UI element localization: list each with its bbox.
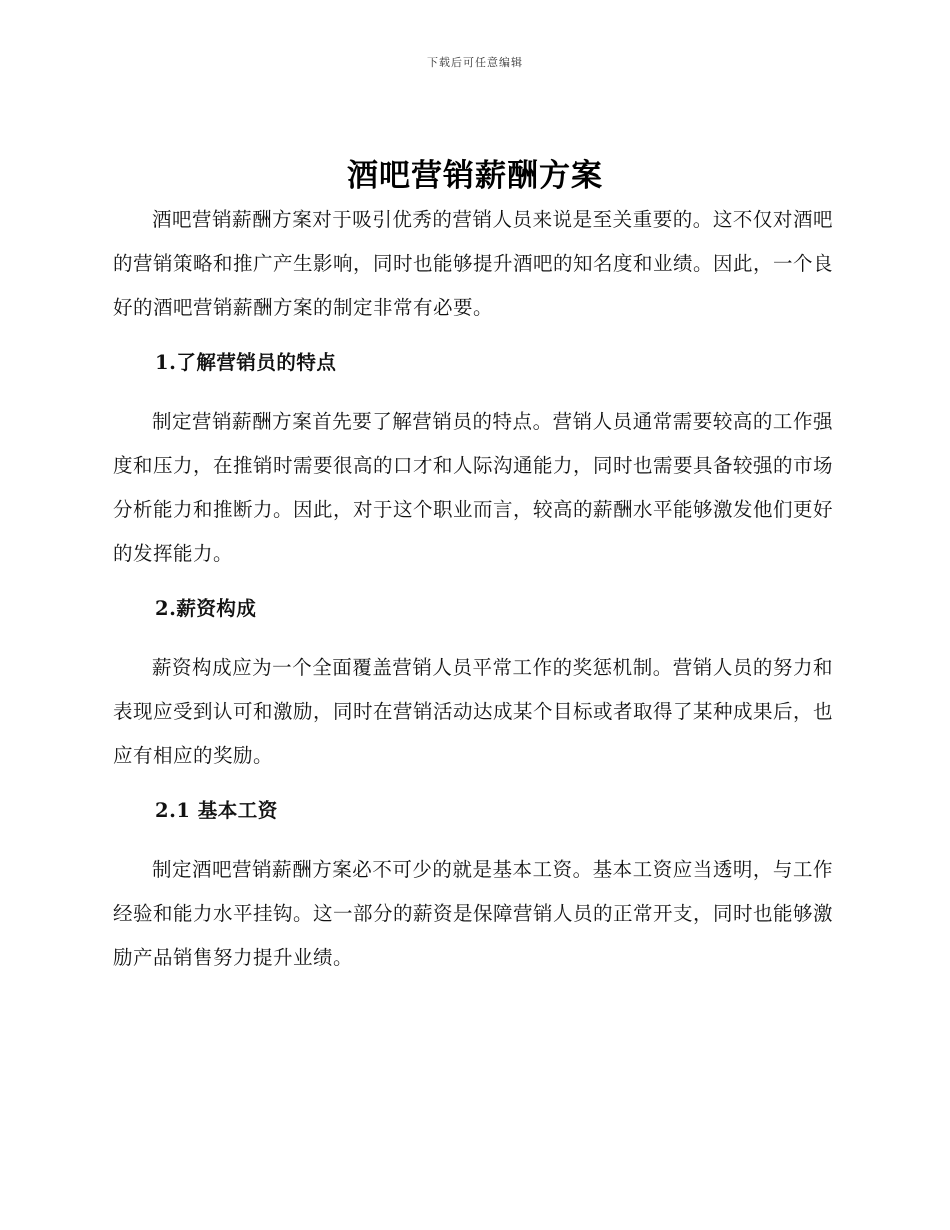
section-2 — [113, 594, 833, 796]
section-2-1 — [113, 796, 833, 980]
section-paragraph: 制定营销薪酬方案首先要了解营销员的特点。营销人员通常需要较高的工作强度和压力，在推销时需要很高的口才和人际沟通能力，同时也需要具备较强的市场分析能力和推断力。因此，对于这个职业而言，较高的薪酬水平能够激发他们更好的发挥能力。 — [113, 410, 834, 565]
intro-paragraph: 酒吧营销薪酬方案对于吸引优秀的营销人员来说是至关重要的。这不仅对酒吧的营销策略和推广产生影响，同时也能够提升酒吧的知名度和业绩。因此，一个良好的酒吧营销薪酬方案的制定非常有必要。 — [113, 208, 834, 319]
header-note: 下载后可任意编辑 — [427, 56, 523, 69]
document-body — [113, 198, 833, 980]
section-heading: 2.薪资构成 — [155, 597, 257, 620]
section-heading: 1.了解营销员的特点 — [155, 351, 337, 374]
section-1 — [113, 348, 833, 594]
document-title: 酒吧营销薪酬方案 — [347, 158, 603, 194]
section-heading: 2.1 基本工资 — [155, 799, 278, 822]
section-paragraph: 薪资构成应为一个全面覆盖营销人员平常工作的奖惩机制。营销人员的努力和表现应受到认可和激励，同时在营销活动达成某个目标或者取得了某种成果后，也应有相应的奖励。 — [113, 656, 834, 767]
section-paragraph: 制定酒吧营销薪酬方案必不可少的就是基本工资。基本工资应当透明，与工作经验和能力水平挂钩。这一部分的薪资是保障营销人员的正常开支，同时也能够激励产品销售努力提升业绩。 — [113, 858, 834, 969]
